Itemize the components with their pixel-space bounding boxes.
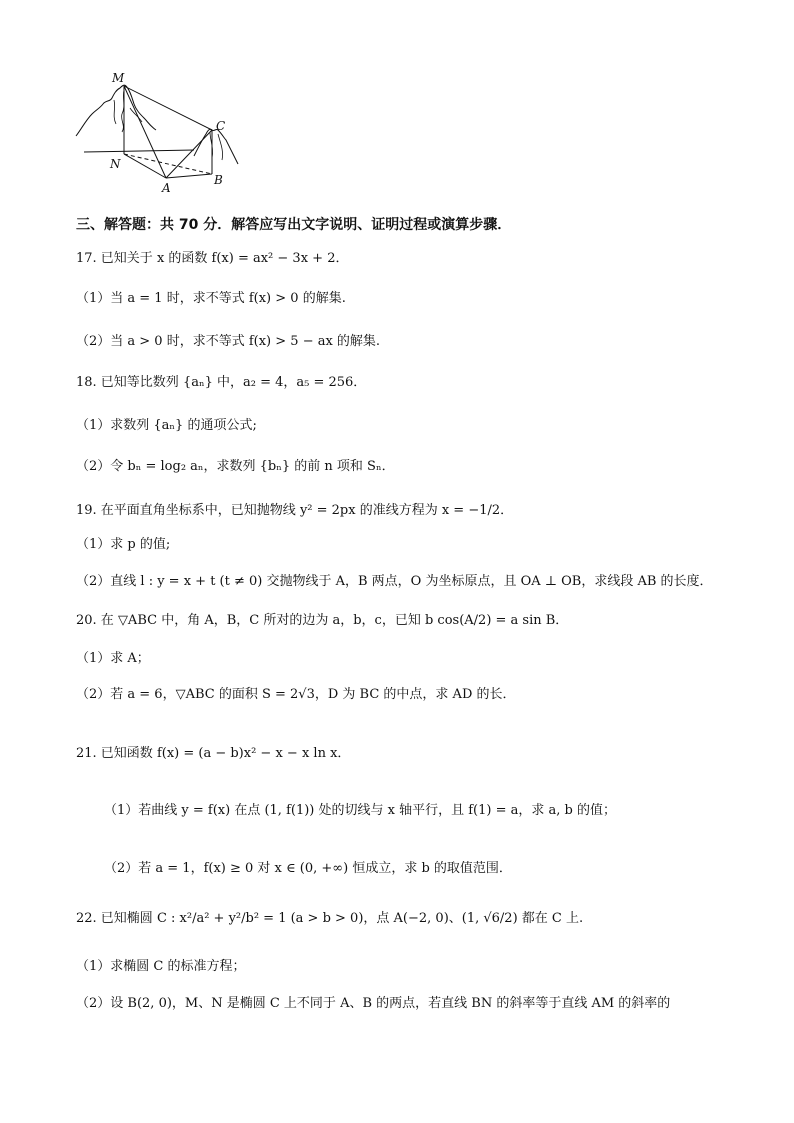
problem-21-part-1: （1）若曲线 y = f(x) 在点 (1, f(1)) 处的切线与 x 轴平行，且 f(1) = a，求 a, b 的值； [104,803,616,818]
problem-20-part-2: （2）若 a = 6，▽ABC 的面积 S = 2√3，D 为 BC 的中点，求 AD 的长． [76,687,516,702]
problem-17-part-1: （1）当 a = 1 时，求不等式 f(x) > 0 的解集. [76,291,346,306]
right-mountain-outline [194,129,238,164]
ground-line [84,150,194,152]
problem-21-part-2: （2）若 a = 1，f(x) ≥ 0 对 x ∈ (0, +∞) 恒成立，求 b 的取值范围． [104,861,512,876]
segment-mc [124,86,212,130]
problem-22-part-2: （2）设 B(2, 0)，M、N 是椭圆 C 上不同于 A、B 的两点，若直线 BN 的斜率等于直线 AM 的斜率的 [76,996,671,1011]
problem-20-part-1: （1）求 A； [76,651,150,666]
segment-ab [166,174,212,178]
mountain-triangle-diagram [70,68,245,196]
segment-nb [124,154,212,174]
problem-17-stem: 17. 已知关于 x 的函数 f(x) = ax² − 3x + 2． [76,251,349,266]
label-b: B [214,173,223,187]
problem-22-stem: 22. 已知椭圆 C : x²/a² + y²/b² = 1 (a > b > 0)，点 A(−2, 0)、(1, √6/2) 都在 C 上. [76,911,584,926]
problem-20-stem: 20. 在 ▽ABC 中，角 A，B，C 所对的边为 a，b，c，已知 b cos(A/2) = a sin B． [76,613,569,628]
geometry-figure [70,68,245,196]
label-c: C [216,119,226,133]
problem-17-part-2: （2）当 a > 0 时，求不等式 f(x) > 5 − ax 的解集. [76,334,381,349]
segment-ma [124,86,166,178]
problem-19-stem: 19. 在平面直角坐标系中，已知抛物线 y² = 2px 的准线方程为 x = −1/2． [76,503,514,518]
problem-22-part-1: （1）求椭圆 C 的标准方程； [76,959,246,974]
problem-19-part-1: （1）求 p 的值; [76,537,171,552]
problem-18-stem: 18. 已知等比数列 {aₙ} 中，a₂ = 4，a₅ = 256． [76,375,367,390]
segment-na [124,154,166,178]
left-mountain-outline [76,85,156,136]
problem-21-stem: 21. 已知函数 f(x) = (a − b)x² − x − x ln x． [76,746,351,761]
label-m: M [112,71,125,85]
label-n: N [110,157,121,171]
section-heading: 三、解答题：共 70 分．解答应写出文字说明、证明过程或演算步骤． [76,217,512,233]
segment-ac [166,130,212,178]
problem-18-part-1: （1）求数列 {aₙ} 的通项公式; [76,418,257,433]
label-a: A [162,181,171,195]
problem-18-part-2: （2）令 bₙ = log₂ aₙ，求数列 {bₙ} 的前 n 项和 Sₙ． [76,459,395,474]
problem-19-part-2: （2）直线 l : y = x + t (t ≠ 0) 交抛物线于 A，B 两点，O 为坐标原点，且 OA ⊥ OB，求线段 AB 的长度． [76,574,713,589]
